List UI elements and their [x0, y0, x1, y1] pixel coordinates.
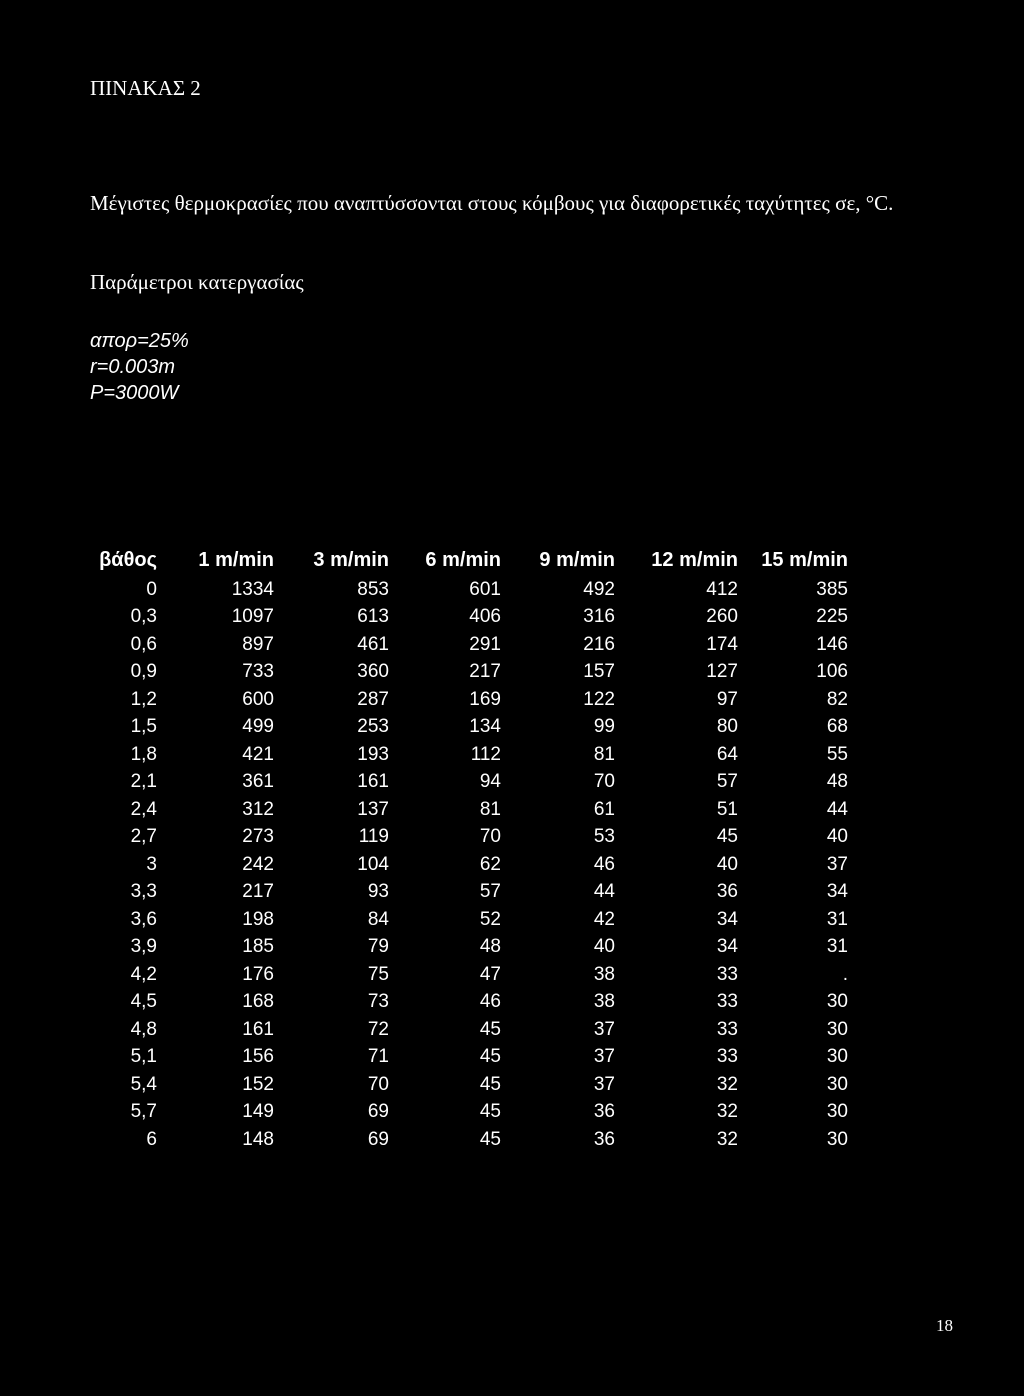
- temperature-cell: 37: [593, 1018, 615, 1040]
- temperature-cell: 45: [479, 1128, 501, 1150]
- table-description: Μέγιστες θερμοκρασίες που αναπτύσσονται στους κόμβους για διαφορετικές ταχύτητες σε, °C.: [90, 191, 894, 215]
- temperature-cell: .: [842, 963, 848, 985]
- temperature-cell: 161: [357, 771, 389, 793]
- temperature-cell: 32: [716, 1128, 738, 1150]
- temperature-cell: 421: [242, 743, 274, 765]
- parameter-power: P=3000W: [90, 382, 179, 404]
- temperature-cell: 53: [593, 826, 615, 848]
- table-row: [80, 631, 848, 659]
- temperature-cell: 1334: [231, 578, 274, 600]
- table-header-row: [80, 544, 848, 576]
- temperature-cell: 97: [716, 688, 738, 710]
- temperature-cell: 119: [358, 826, 389, 848]
- temperature-cell: 273: [242, 826, 274, 848]
- temperature-cell: 94: [479, 771, 501, 793]
- temperature-cell: 57: [479, 881, 501, 903]
- temperature-cell: 30: [826, 1046, 848, 1068]
- temperature-cell: 412: [706, 578, 738, 600]
- temperature-cell: 69: [367, 1128, 389, 1150]
- temperature-cell: 360: [357, 661, 389, 683]
- temperature-cell: 361: [242, 771, 274, 793]
- temperature-cell: 70: [593, 771, 615, 793]
- temperature-cell: 34: [826, 881, 848, 903]
- depth-cell: 2,4: [130, 798, 157, 820]
- temperature-cell: 64: [716, 743, 738, 765]
- temperature-cell: 152: [242, 1073, 274, 1095]
- temperature-cell: 406: [469, 606, 501, 628]
- temperature-cell: 79: [367, 936, 389, 958]
- header-speed-3: 3 m/min: [313, 548, 389, 571]
- temperature-cell: 242: [242, 853, 274, 875]
- table-row: [80, 824, 848, 852]
- temperature-cell: 40: [826, 826, 848, 848]
- depth-cell: 0,9: [130, 661, 157, 683]
- page-heading: ΠΙΝΑΚΑΣ 2: [90, 76, 201, 100]
- temperature-cell: 216: [583, 633, 615, 655]
- depth-cell: 0,6: [130, 633, 157, 655]
- depth-cell: 5,7: [130, 1101, 157, 1123]
- temperature-cell: 104: [357, 853, 389, 875]
- temperature-cell: 80: [716, 716, 738, 738]
- table-row: [80, 934, 848, 962]
- temperature-cell: 176: [242, 963, 274, 985]
- depth-cell: 6: [146, 1128, 157, 1150]
- temperature-cell: 148: [242, 1128, 274, 1150]
- temperature-cell: 157: [583, 661, 615, 683]
- temperature-cell: 161: [242, 1018, 274, 1040]
- table-row: [80, 659, 848, 687]
- depth-cell: 0: [146, 578, 157, 600]
- temperature-cell: 193: [357, 743, 389, 765]
- header-speed-15: 15 m/min: [761, 548, 848, 571]
- temperature-cell: 72: [367, 1018, 389, 1040]
- temperature-cell: 61: [593, 798, 615, 820]
- table-row: [80, 604, 848, 632]
- temperature-cell: 149: [242, 1101, 274, 1123]
- depth-cell: 2,1: [130, 771, 157, 793]
- table-row: [80, 796, 848, 824]
- depth-cell: 1,5: [130, 716, 157, 738]
- header-speed-9: 9 m/min: [539, 548, 615, 571]
- parameters-list: [90, 328, 189, 406]
- parameter-radius: r=0.003m: [90, 356, 176, 378]
- temperature-cell: 37: [826, 853, 848, 875]
- temperature-cell: 217: [469, 661, 501, 683]
- temperature-cell: 81: [593, 743, 615, 765]
- depth-cell: 1,8: [130, 743, 157, 765]
- temperature-cell: 42: [593, 908, 615, 930]
- table-row: [80, 1016, 848, 1044]
- temperature-cell: 68: [826, 716, 848, 738]
- temperature-cell: 45: [479, 1073, 501, 1095]
- table-row: [80, 741, 848, 769]
- temperature-table: [80, 544, 848, 1154]
- temperature-cell: 45: [479, 1046, 501, 1068]
- temperature-cell: 40: [716, 853, 738, 875]
- temperature-cell: 169: [469, 688, 501, 710]
- depth-cell: 3: [146, 853, 157, 875]
- depth-cell: 3,6: [130, 908, 157, 930]
- table-row: [80, 1044, 848, 1072]
- table-row: [80, 769, 848, 797]
- temperature-cell: 30: [826, 991, 848, 1013]
- temperature-cell: 156: [242, 1046, 274, 1068]
- depth-cell: 5,1: [130, 1046, 157, 1068]
- temperature-cell: 37: [593, 1046, 615, 1068]
- temperature-cell: 48: [479, 936, 501, 958]
- depth-cell: 5,4: [130, 1073, 157, 1095]
- temperature-cell: 45: [479, 1018, 501, 1040]
- table-row: [80, 1071, 848, 1099]
- temperature-cell: 55: [826, 743, 848, 765]
- temperature-cell: 122: [583, 688, 615, 710]
- table-row: [80, 906, 848, 934]
- depth-cell: 3,9: [130, 936, 157, 958]
- temperature-cell: 112: [470, 743, 501, 765]
- temperature-cell: 1097: [231, 606, 274, 628]
- temperature-cell: 37: [593, 1073, 615, 1095]
- temperature-cell: 45: [479, 1101, 501, 1123]
- temperature-cell: 185: [242, 936, 274, 958]
- temperature-cell: 32: [716, 1073, 738, 1095]
- header-speed-1: 1 m/min: [198, 548, 274, 571]
- temperature-cell: 45: [716, 826, 738, 848]
- temperature-cell: 31: [826, 908, 848, 930]
- temperature-cell: 36: [716, 881, 738, 903]
- temperature-cell: 51: [716, 798, 738, 820]
- parameters-heading: Παράμετροι κατεργασίας: [90, 270, 304, 294]
- temperature-cell: 46: [593, 853, 615, 875]
- temperature-cell: 291: [469, 633, 501, 655]
- temperature-cell: 106: [816, 661, 848, 683]
- parameter-porosity: απορ=25%: [90, 330, 189, 352]
- temperature-cell: 385: [816, 578, 848, 600]
- temperature-cell: 30: [826, 1128, 848, 1150]
- temperature-cell: 75: [367, 963, 389, 985]
- temperature-cell: 613: [357, 606, 389, 628]
- header-speed-6: 6 m/min: [425, 548, 501, 571]
- temperature-cell: 84: [367, 908, 389, 930]
- temperature-cell: 40: [593, 936, 615, 958]
- temperature-cell: 217: [242, 881, 274, 903]
- temperature-cell: 897: [242, 633, 274, 655]
- temperature-cell: 30: [826, 1101, 848, 1123]
- table-row: [80, 989, 848, 1017]
- temperature-cell: 38: [593, 991, 615, 1013]
- table-row: [80, 1099, 848, 1127]
- temperature-cell: 260: [706, 606, 738, 628]
- temperature-cell: 312: [242, 798, 274, 820]
- depth-cell: 4,5: [130, 991, 157, 1013]
- temperature-cell: 30: [826, 1073, 848, 1095]
- temperature-cell: 73: [367, 991, 389, 1013]
- temperature-cell: 316: [583, 606, 615, 628]
- temperature-cell: 34: [716, 908, 738, 930]
- temperature-cell: 33: [716, 963, 738, 985]
- temperature-cell: 33: [716, 991, 738, 1013]
- temperature-cell: 492: [583, 578, 615, 600]
- temperature-cell: 69: [367, 1101, 389, 1123]
- temperature-cell: 600: [242, 688, 274, 710]
- depth-cell: 2,7: [130, 826, 157, 848]
- temperature-cell: 52: [479, 908, 501, 930]
- temperature-cell: 93: [367, 881, 389, 903]
- temperature-cell: 36: [593, 1128, 615, 1150]
- table-body: [80, 576, 848, 1154]
- temperature-cell: 225: [816, 606, 848, 628]
- table-row: [80, 851, 848, 879]
- temperature-cell: 30: [826, 1018, 848, 1040]
- temperature-cell: 48: [826, 771, 848, 793]
- temperature-cell: 46: [479, 991, 501, 1013]
- temperature-cell: 99: [593, 716, 615, 738]
- depth-cell: 4,8: [130, 1018, 157, 1040]
- table-row: [80, 686, 848, 714]
- temperature-cell: 146: [816, 633, 848, 655]
- temperature-cell: 168: [242, 991, 274, 1013]
- temperature-cell: 127: [706, 661, 738, 683]
- temperature-cell: 253: [357, 716, 389, 738]
- temperature-cell: 853: [357, 578, 389, 600]
- temperature-cell: 44: [593, 881, 615, 903]
- depth-cell: 1,2: [130, 688, 157, 710]
- depth-cell: 0,3: [130, 606, 157, 628]
- temperature-cell: 44: [826, 798, 848, 820]
- temperature-cell: 34: [716, 936, 738, 958]
- temperature-cell: 71: [367, 1046, 389, 1068]
- depth-cell: 3,3: [130, 881, 157, 903]
- temperature-cell: 601: [469, 578, 501, 600]
- temperature-cell: 33: [716, 1018, 738, 1040]
- page-number: 18: [936, 1316, 953, 1335]
- depth-cell: 4,2: [130, 963, 157, 985]
- temperature-cell: 733: [242, 661, 274, 683]
- temperature-cell: 32: [716, 1101, 738, 1123]
- temperature-cell: 57: [716, 771, 738, 793]
- temperature-cell: 36: [593, 1101, 615, 1123]
- temperature-cell: 70: [367, 1073, 389, 1095]
- temperature-cell: 62: [479, 853, 501, 875]
- temperature-cell: 81: [479, 798, 501, 820]
- temperature-cell: 174: [706, 633, 738, 655]
- temperature-cell: 33: [716, 1046, 738, 1068]
- table-row: [80, 961, 848, 989]
- temperature-cell: 198: [242, 908, 274, 930]
- temperature-cell: 70: [479, 826, 501, 848]
- table-row: [80, 714, 848, 742]
- temperature-cell: 137: [357, 798, 389, 820]
- temperature-cell: 461: [357, 633, 389, 655]
- temperature-cell: 31: [826, 936, 848, 958]
- temperature-cell: 82: [826, 688, 848, 710]
- table-row: [80, 879, 848, 907]
- header-speed-12: 12 m/min: [651, 548, 738, 571]
- temperature-cell: 499: [242, 716, 274, 738]
- temperature-cell: 287: [357, 688, 389, 710]
- temperature-cell: 134: [469, 716, 501, 738]
- header-depth: βάθος: [99, 548, 157, 571]
- table-row: [80, 576, 848, 604]
- temperature-cell: 38: [593, 963, 615, 985]
- temperature-cell: 47: [479, 963, 501, 985]
- table-row: [80, 1126, 848, 1154]
